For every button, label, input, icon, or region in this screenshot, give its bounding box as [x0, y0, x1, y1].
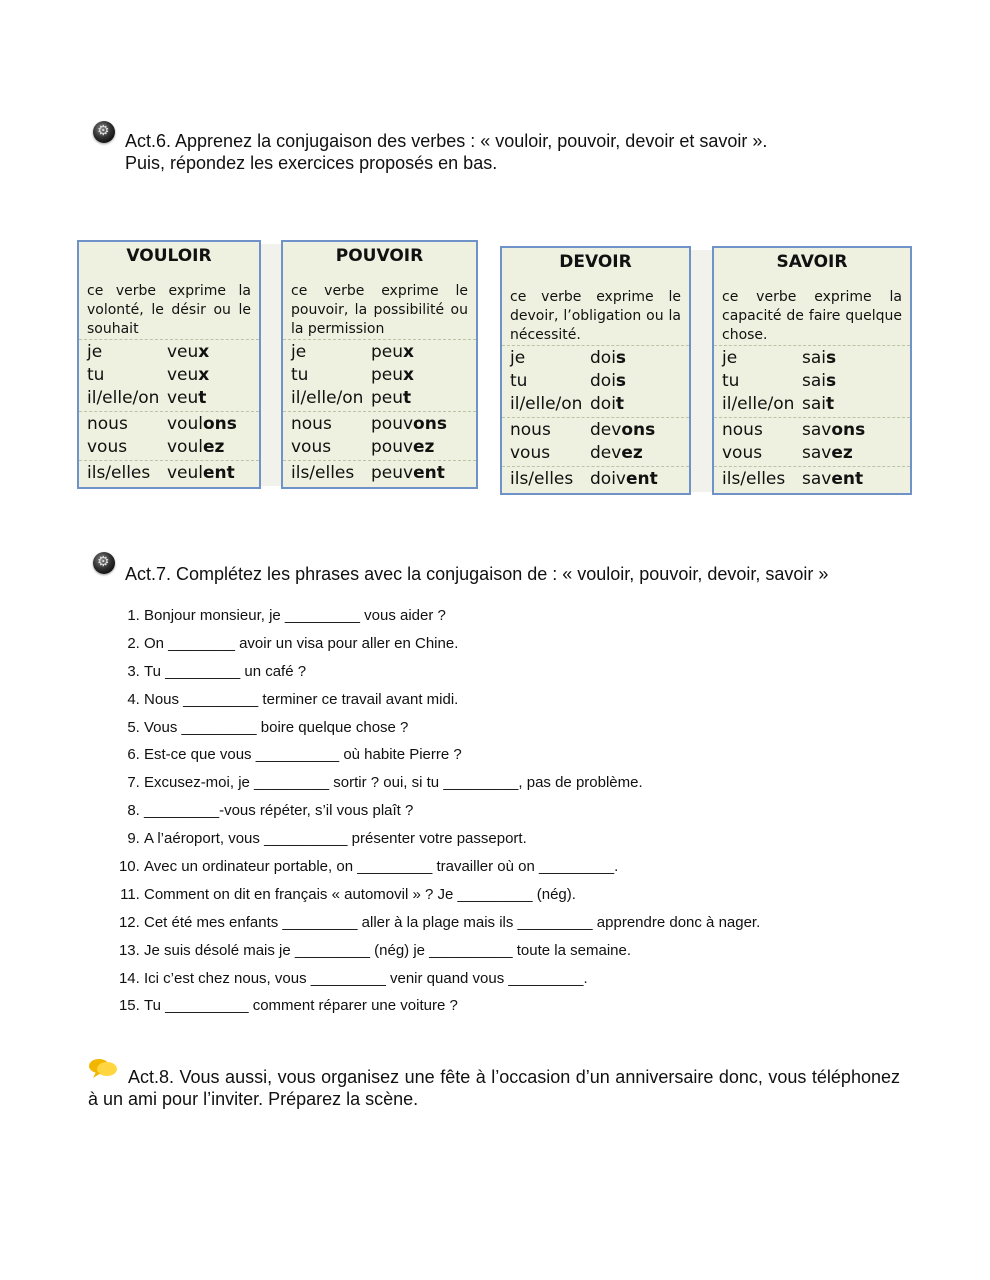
conjugation-row: [283, 364, 476, 387]
pronoun: nous: [510, 420, 551, 440]
conjugation-row: [714, 370, 910, 393]
verb-ending: ez: [621, 443, 643, 463]
pronoun: je: [722, 348, 738, 368]
conjugation-group: [79, 461, 259, 486]
pronoun: il/elle/on: [722, 394, 795, 414]
verb-form: [590, 442, 643, 465]
verb-stem: sai: [802, 371, 826, 391]
act6-line2: Puis, répondez les exercices proposés en bas.: [125, 153, 498, 173]
verb-table-devoir: [500, 246, 691, 495]
pronoun: il/elle/on: [291, 388, 364, 408]
verb-form: [590, 370, 626, 393]
exercise-item: 6. Est-ce que vous __________ où habite Pierre ?: [144, 743, 760, 771]
exercise-item: 8. _________-vous répéter, s’il vous plaît ?: [144, 799, 760, 827]
verb-ending: ez: [202, 437, 225, 457]
verb-stem: doi: [590, 348, 616, 368]
verb-stem: sai: [802, 394, 826, 414]
conjugation-row: [79, 462, 259, 485]
verb-stem: veu: [167, 388, 199, 408]
verb-form: [802, 347, 836, 370]
pronoun: vous: [722, 443, 763, 463]
verb-stem: peu: [371, 342, 404, 362]
exercise-item: 14. Ici c’est chez nous, vous _________ venir quand vous _________.: [144, 967, 760, 995]
verb-stem: dev: [590, 420, 622, 440]
verb-description: ce verbe exprime la volonté, le désir ou le souhait: [79, 276, 259, 340]
exercise-item: 2. On ________ avoir un visa pour aller en Chine.: [144, 632, 760, 660]
act6-line1: Act.6. Apprenez la conjugaison des verbes : « vouloir, pouvoir, devoir et savoir ».: [125, 131, 768, 151]
pronoun: vous: [291, 437, 332, 457]
verb-ending: ent: [831, 469, 864, 489]
verb-stem: voul: [167, 414, 203, 434]
verb-description: ce verbe exprime le devoir, l’obligation ou la nécessité.: [502, 282, 689, 346]
verb-form: [802, 370, 836, 393]
verb-ending: s: [615, 348, 627, 368]
verb-ending: t: [615, 394, 625, 414]
verb-description: ce verbe exprime le pouvoir, la possibilité ou la permission: [283, 276, 476, 340]
conjugation-row: [502, 419, 689, 442]
conjugation-group: [714, 418, 910, 467]
verb-stem: peu: [371, 365, 404, 385]
conjugation-row: [79, 341, 259, 364]
verb-form: [371, 436, 434, 459]
verb-stem: sai: [802, 348, 826, 368]
verb-ending: s: [826, 348, 837, 368]
verb-ending: s: [615, 371, 627, 391]
conjugation-row: [502, 442, 689, 465]
exercise-item: 7. Excusez-moi, je _________ sortir ? oui, si tu _________, pas de problème.: [144, 771, 760, 799]
verb-form: [802, 442, 853, 465]
conjugation-row: [283, 413, 476, 436]
verb-form: [371, 341, 414, 364]
verb-name: SAVOIR: [776, 252, 848, 272]
exercise-list: [108, 604, 760, 1022]
verb-stem: sav: [802, 420, 832, 440]
act6-title: [125, 130, 767, 174]
act8-text: Act.8. Vous aussi, vous organisez une fête à l’occasion d’un anniversaire donc, vous téléphonez à un ami pour l’inviter. Préparez la scène.: [88, 1067, 900, 1109]
conjugation-row: [79, 387, 259, 410]
pronoun: vous: [510, 443, 551, 463]
verb-form: [590, 393, 624, 416]
verb-ending: t: [826, 394, 835, 414]
exercise-item: 15. Tu __________ comment réparer une voiture ?: [144, 994, 760, 1022]
conjugation-group: [502, 418, 689, 467]
verb-form: [590, 347, 626, 370]
verb-description: ce verbe exprime la capacité de faire quelque chose.: [714, 282, 910, 346]
pronoun: tu: [87, 365, 105, 385]
conjugation-group: [283, 461, 476, 486]
exercise-item: 10. Avec un ordinateur portable, on _________ travailler où on _________.: [144, 855, 760, 883]
verb-stem: pouv: [371, 437, 414, 457]
conjugation-group: [79, 340, 259, 412]
verb-stem: peu: [371, 388, 404, 408]
exercise-item: 1. Bonjour monsieur, je _________ vous aider ?: [144, 604, 760, 632]
verb-form: [167, 364, 209, 387]
verb-form: [802, 468, 863, 491]
conjugation-group: [502, 467, 689, 492]
conjugation-row: [283, 387, 476, 410]
verb-form: [371, 413, 447, 436]
conjugation-row: [502, 393, 689, 416]
verb-name: POUVOIR: [335, 246, 424, 266]
verb-ending: ez: [831, 443, 853, 463]
pronoun: ils/elles: [87, 463, 151, 483]
verb-ending: ez: [413, 437, 435, 457]
pronoun: il/elle/on: [87, 388, 160, 408]
verb-table-pouvoir: [281, 240, 478, 489]
pronoun: il/elle/on: [510, 394, 583, 414]
verb-form: [371, 387, 411, 410]
verb-ending: ent: [203, 463, 235, 483]
exercise-item: 3. Tu _________ un café ?: [144, 660, 760, 688]
pronoun: tu: [722, 371, 740, 391]
conjugation-row: [283, 341, 476, 364]
pronoun: nous: [87, 414, 128, 434]
verb-form: [167, 436, 224, 459]
conjugation-group: [714, 346, 910, 418]
verb-form: [590, 419, 655, 442]
pronoun: ils/elles: [291, 463, 355, 483]
conjugation-row: [79, 436, 259, 459]
exercise-item: 13. Je suis désolé mais je _________ (nég) je __________ toute la semaine.: [144, 939, 760, 967]
verb-ending: ons: [621, 420, 656, 440]
conjugation-row: [714, 419, 910, 442]
exercise-item: 4. Nous _________ terminer ce travail avant midi.: [144, 688, 760, 716]
conjugation-row: [79, 413, 259, 436]
table-gap: [690, 250, 713, 492]
table-gap: [260, 244, 282, 486]
pronoun: tu: [291, 365, 309, 385]
verb-form: [802, 393, 834, 416]
verb-stem: veu: [167, 342, 199, 362]
verb-stem: sav: [802, 469, 832, 489]
verb-form: [371, 364, 414, 387]
verb-ending: ons: [413, 414, 447, 434]
pronoun: ils/elles: [510, 469, 574, 489]
act7-title: Act.7. Complétez les phrases avec la conjugaison de : « vouloir, pouvoir, devoir, savoir »: [125, 564, 829, 584]
verb-stem: doiv: [590, 469, 626, 489]
conjugation-row: [283, 462, 476, 485]
conjugation-row: [502, 468, 689, 491]
conjugation-group: [502, 346, 689, 418]
verb-ending: ent: [413, 463, 445, 483]
exercise-item: 5. Vous _________ boire quelque chose ?: [144, 716, 760, 744]
verb-form: [371, 462, 445, 485]
verb-stem: pouv: [371, 414, 414, 434]
verb-stem: veu: [167, 365, 199, 385]
pronoun: tu: [510, 371, 528, 391]
verb-form: [167, 413, 237, 436]
conjugation-group: [283, 412, 476, 461]
conjugation-row: [502, 370, 689, 393]
verb-ending: ons: [202, 414, 237, 434]
pronoun: nous: [722, 420, 763, 440]
pronoun: vous: [87, 437, 128, 457]
verb-table-savoir: [712, 246, 912, 495]
verb-ending: ent: [625, 469, 658, 489]
verb-ending: t: [403, 388, 412, 408]
verb-ending: x: [198, 342, 210, 362]
exercise-item: 12. Cet été mes enfants _________ aller à la plage mais ils _________ apprendre donc à nager.: [144, 911, 760, 939]
conjugation-row: [79, 364, 259, 387]
verb-ending: x: [403, 342, 414, 362]
exercise-item: 9. A l’aéroport, vous __________ présenter votre passeport.: [144, 827, 760, 855]
pronoun: ils/elles: [722, 469, 786, 489]
verb-stem: doi: [590, 371, 616, 391]
conjugation-row: [714, 393, 910, 416]
verb-stem: doi: [590, 394, 616, 414]
conjugation-row: [714, 468, 910, 491]
verb-form: [590, 468, 658, 491]
verb-form: [167, 462, 235, 485]
verb-ending: x: [198, 365, 210, 385]
pronoun: nous: [291, 414, 332, 434]
verb-ending: t: [198, 388, 207, 408]
verb-stem: voul: [167, 437, 203, 457]
verb-stem: dev: [590, 443, 622, 463]
verb-stem: veul: [167, 463, 204, 483]
verb-form: [167, 387, 206, 410]
verb-table-vouloir: [77, 240, 261, 489]
gear-icon: [93, 552, 115, 574]
verb-ending: x: [403, 365, 414, 385]
verb-stem: peuv: [371, 463, 414, 483]
gear-icon: [93, 121, 115, 143]
verb-name: VOULOIR: [126, 246, 212, 266]
conjugation-row: [502, 347, 689, 370]
exercise-item: 11. Comment on dit en français « automovil » ? Je _________ (nég).: [144, 883, 760, 911]
conjugation-row: [714, 442, 910, 465]
conjugation-row: [283, 436, 476, 459]
conjugation-row: [714, 347, 910, 370]
conjugation-group: [283, 340, 476, 412]
pronoun: je: [291, 342, 307, 362]
conjugation-group: [714, 467, 910, 492]
verb-ending: ons: [831, 420, 866, 440]
conjugation-group: [79, 412, 259, 461]
verb-form: [802, 419, 865, 442]
pronoun: je: [87, 342, 103, 362]
verb-form: [167, 341, 209, 364]
verb-stem: sav: [802, 443, 832, 463]
pronoun: je: [510, 348, 526, 368]
verb-name: DEVOIR: [559, 252, 632, 272]
verb-ending: s: [826, 371, 837, 391]
